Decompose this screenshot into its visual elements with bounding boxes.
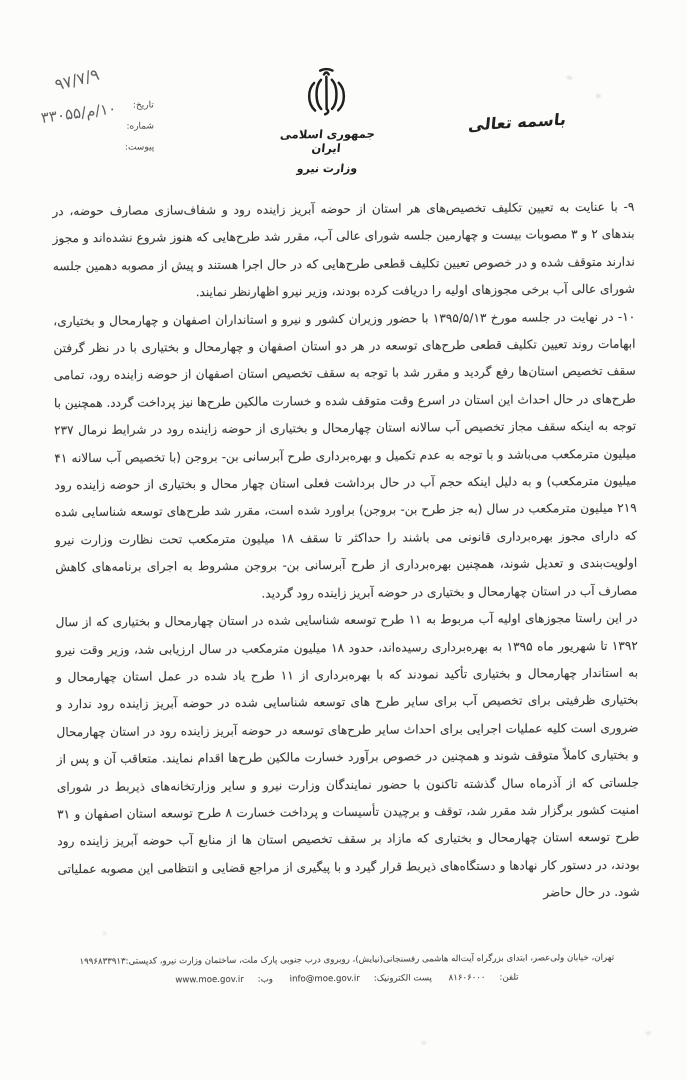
meta-date-label: تاریخ: <box>132 100 154 111</box>
body-paragraph-continuation: در این راستا مجوزهای اولیه آب مربوط به ۱۱ طرح توسعه شناسایی شده در استان چهارمحال و بختیاری که از سال ۱۳۹۲ تا شهریور ماه ۱۳۹۵ به بهره‌برداری رسیده‌اند، حدود ۱۸ میلیون مترمکعب در سال ارزیابی شد، وزیر وقت نیرو به استاندار چهارمحال و بختیاری تأکید نمودند که با بهره‌برداری از ۱۱ طرح یاد شده در عمل استان چهارمحال و بختیاری ظرفیتی برای تخصیص آب برای سایر طرح های توسعه شناسایی شده در حوضه آبریز زاینده رود ندارد و ضروری است کلیه عملیات اجرایی برای احداث سایر طرح‌های توسعه در حوضه آبریز زاینده رود در استان چهارمحال و بختیاری کاملاً متوقف شوند و همچنین در خصوص برآورد خسارت مالکین طرح‌ها اقدام نمایند. متعاقب آن و پس از جلساتی که از آذرماه سال گذشته تاکنون با حضور نمایندگان وزارت نیرو و سایر وزارتخانه‌های ذیربط در شورای امنیت کشور برگزار شد مقرر شد، توقف و برچیدن تأسیسات و پرداخت خسارت ۸ طرح توسعه استان اصفهان و ۳۱ طرح توسعه استان چهارمحال و بختیاری که مازاد بر سقف تخصیص استان ها از منابع آب حوضه آبریز زاینده رود بودند، در دستور کار نهادها و دستگاه‌های ذیربط قرار گیرد و با پیگیری از مراجع قضایی و انتظامی این مصوبه عملیاتی شود. در حال حاضر <box>55 610 640 900</box>
body-paragraph-9: ۹- با عنایت به تعیین تکلیف تخصیص‌های هر استان از حوضه آبریز زاینده رود و شفاف‌سازی مصارف حوضه، در بندهای ۲ و ۳ مصوبات بیست و چهارمین جلسه شورای عالی آب، مقرر شد طرح‌هایی که هنوز شروع نشده‌اند و مجوز ندارند متوقف شده و در خصوص تعیین تکلیف قطعی طرح‌هایی که در حال اجرا هستند و پیش از مصوبه دهمین جلسه شورای عالی آب برخی مجوزهای اولیه را دریافت کرده بودند، وزیر نیرو اظهارنظر نمایند. <box>52 199 636 300</box>
footer-phone-value: ۸۱۶۰۶۰۰۰ <box>448 972 486 984</box>
footer-phone-label: تلفن: <box>499 972 519 983</box>
handwritten-number-value: ۱۰/م/۳۳۰۵۵ <box>39 99 118 127</box>
footer-email-value: info@moe.gov.ir <box>289 973 360 985</box>
scan-speck <box>597 94 601 98</box>
meta-attachment-label: پیوست: <box>124 142 155 153</box>
handwritten-date-value: ۹۷/۷/۹ <box>52 64 102 95</box>
country-name: جمهوری اسلامی ایران <box>279 126 376 156</box>
scan-speck <box>566 75 573 80</box>
footer-web-value: www.moe.gov.ir <box>175 974 244 986</box>
scan-speck <box>422 1041 426 1044</box>
footer-web-label: وب: <box>257 974 273 985</box>
footer-email-label: پست الکترونیک: <box>373 973 432 984</box>
letterhead-center <box>264 66 389 176</box>
body-paragraph-10: ۱۰- در نهایت در جلسه مورخ ۱۳۹۵/۵/۱۳ با حضور وزیران کشور و نیرو و استانداران اصفهان و چهارمحال و بختیاری، ابهامات روند تعیین تکلیف قطعی طرح‌های توسعه در هر دو استان اصفهان و چهارمحال و بختیاری با در نظر گرفتن سقف تخصیص استان‌ها رفع گردید و مقرر شد با توجه به سقف تخصیص استان اصفهان از حوضه زاینده رود، تمامی طرح‌های در حال احداث این استان در اسرع وقت متوقف شده و خسارت مالکین طرح‌ها نیز پرداخت گردد. همچنین با توجه به اینکه سقف مجاز تخصیص آب سالانه استان چهارمحال و بختیاری از حوضه زاینده رود در شرایط نرمال ۲۳۷ میلیون مترمکعب می‌باشد و با توجه به عدم تکمیل و بهره‌برداری طرح آبرسانی بن- بروجن (با تخصیص آب سالانه ۴۱ میلیون مترمکعب) و به دلیل اینکه حجم آب در حال برداشت فعلی استان چهار محال و بختیاری از حوضه زاینده رود ۲۱۹ میلیون مترمکعب در سال (به جز طرح بن- بروجن) براورد شده است، مقرر شد طرح‌های توسعه شناسایی شده که دارای مجوز بهره‌برداری قانونی می باشند را حداکثر تا سقف ۱۸ میلیون مترمکعب تحت نظارت وزارت نیرو اولویت‌بندی و تعدیل شوند، همچنین بهره‌برداری از طرح آبرسانی بن- بروجن مشروط به اجرای برنامه‌های کاهش مصارف آب در استان چهارمحال و بختیاری در حوضه آبریز زاینده رود گردید. <box>53 309 638 601</box>
scan-speck <box>103 932 106 935</box>
scan-speck <box>646 1031 652 1035</box>
ministry-name: وزارت نیرو <box>296 161 358 176</box>
bismillah-calligraphy: باسمه تعالی <box>467 109 567 135</box>
footer-address: تهران، خیابان ولی‌عصر، ابتدای بزرگراه آیت‌اله هاشمی رفسنجانی(نیایش)، روبروی درب جنوبی پارک ملت، ساختمان وزارت نیرو، کدپستی:۱۹۹۶۸۳۳۹۱۳ <box>79 952 615 968</box>
letter-meta-block <box>125 95 155 158</box>
meta-number-label: شماره: <box>126 121 155 132</box>
iran-emblem-icon <box>264 66 388 125</box>
letter-footer <box>39 949 654 992</box>
letter-body <box>52 194 640 911</box>
